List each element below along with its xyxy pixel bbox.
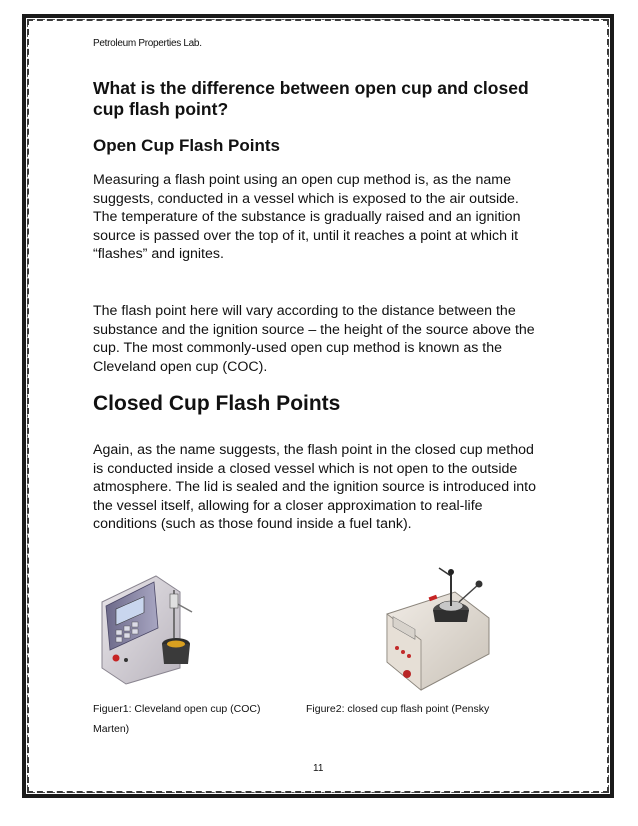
page-header: Petroleum Properties Lab. <box>93 38 202 49</box>
open-cup-heading: Open Cup Flash Points <box>93 136 281 155</box>
question-title: What is the difference between open cup and closed cup flash point? <box>93 78 529 119</box>
figure-2-caption: Figure2: closed cup flash point (Pensky <box>306 703 490 715</box>
open-cup-paragraph-2: The flash point here will vary according to the distance between the substance and the ignition source – the height of the source above the cup. The most commonly-used open cup method is known as the Cleveland open cup (COC). <box>93 303 535 375</box>
cleveland-open-cup-apparatus-image <box>96 572 200 686</box>
pensky-martens-apparatus-image <box>385 562 493 696</box>
closed-cup-heading: Closed Cup Flash Points <box>93 392 341 415</box>
figure-2-caption-continued: Marten) <box>93 723 130 735</box>
page-number: 11 <box>313 763 324 774</box>
closed-cup-paragraph: Again, as the name suggests, the flash point in the closed cup method is conducted inside a closed vessel which is not open to the outside atmosphere. The lid is sealed and the ignition source is introduced into the vessel itself, allowing for a closer approximation to real-life conditions (such as those found inside a fuel tank). <box>93 442 536 532</box>
open-cup-paragraph-1: Measuring a flash point using an open cup method is, as the name suggests, conducted in a vessel which is exposed to the air outside. The temperature of the substance is gradually raised and an ignition source is passed over the top of it, until it reaches a point at which it “flashes” and ignites. <box>93 172 521 262</box>
figure-1-caption: Figuer1: Cleveland open cup (COC) <box>93 703 261 715</box>
